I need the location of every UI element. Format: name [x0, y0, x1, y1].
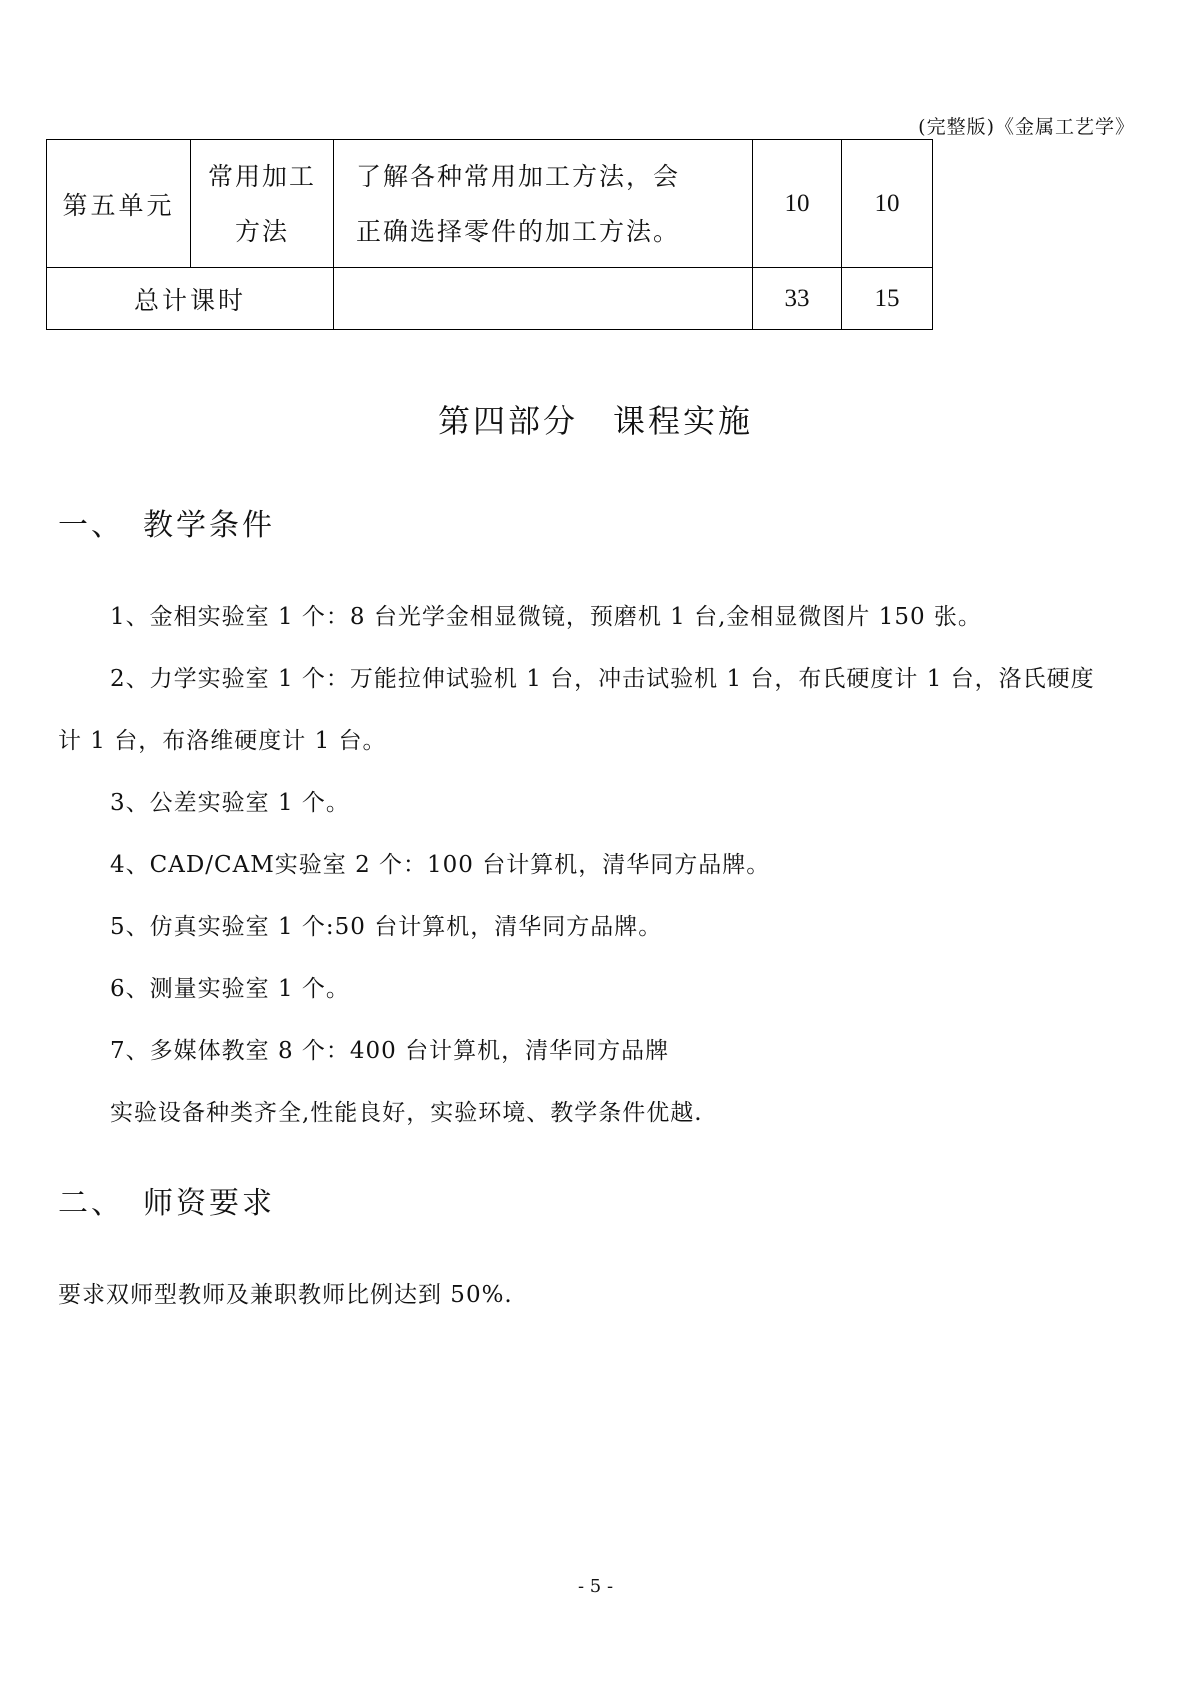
- total-content-cell: [334, 268, 753, 330]
- total-hours-cell-2: 15: [842, 268, 933, 330]
- list-item: 7、多媒体教室 8 个：400 台计算机，清华同方品牌: [110, 1038, 670, 1064]
- unit-cell: 第五单元: [47, 140, 191, 268]
- table-row: [47, 140, 933, 268]
- total-label-cell: 总计课时: [47, 268, 334, 330]
- list-item: 4、CAD/CAM实验室 2 个：100 台计算机，清华同方品牌。: [110, 852, 771, 878]
- requirement-text: 要求双师型教师及兼职教师比例达到 50%.: [58, 1282, 513, 1308]
- summary-line: 实验设备种类齐全,性能良好，实验环境、教学条件优越.: [110, 1100, 703, 1126]
- goal-line-1: 了解各种常用加工方法，会: [356, 161, 681, 191]
- section-marker: 一、: [58, 508, 124, 543]
- section-heading-1: [58, 500, 275, 544]
- total-hours-cell-1: 33: [753, 268, 842, 330]
- section-title: 师资要求: [143, 1186, 275, 1221]
- course-hours-table: [46, 139, 933, 330]
- list-item: 5、仿真实验室 1 个:50 台计算机，清华同方品牌。: [110, 914, 663, 940]
- list-item: 6、测量实验室 1 个。: [110, 976, 350, 1002]
- part-title: 第四部分 课程实施: [437, 402, 753, 440]
- list-item: 3、公差实验室 1 个。: [110, 790, 350, 816]
- goal-cell: [334, 140, 753, 268]
- topic-cell: [191, 140, 334, 268]
- list-item: 2、力学实验室 1 个：万能拉伸试验机 1 台，冲击试验机 1 台，布氏硬度计 1 台，洛氏硬度: [110, 666, 1095, 692]
- hours-cell-2: 10: [842, 140, 933, 268]
- list-item: 1、金相实验室 1 个：8 台光学金相显微镜，预磨机 1 台,金相显微图片 150 张。: [110, 604, 982, 630]
- topic-line-2: 方法: [234, 216, 289, 246]
- list-item-continuation: 计 1 台，布洛维硬度计 1 台。: [58, 728, 387, 754]
- document-header: (完整版)《金属工艺学》: [918, 116, 1135, 138]
- topic-line-1: 常用加工: [207, 161, 316, 191]
- section-heading-2: [58, 1178, 275, 1222]
- table-row-total: [47, 268, 933, 330]
- section-title: 教学条件: [143, 508, 275, 543]
- section-marker: 二、: [58, 1186, 124, 1221]
- hours-cell-1: 10: [753, 140, 842, 268]
- page-number: - 5 -: [577, 1576, 614, 1597]
- goal-line-2: 正确选择零件的加工方法。: [356, 216, 681, 246]
